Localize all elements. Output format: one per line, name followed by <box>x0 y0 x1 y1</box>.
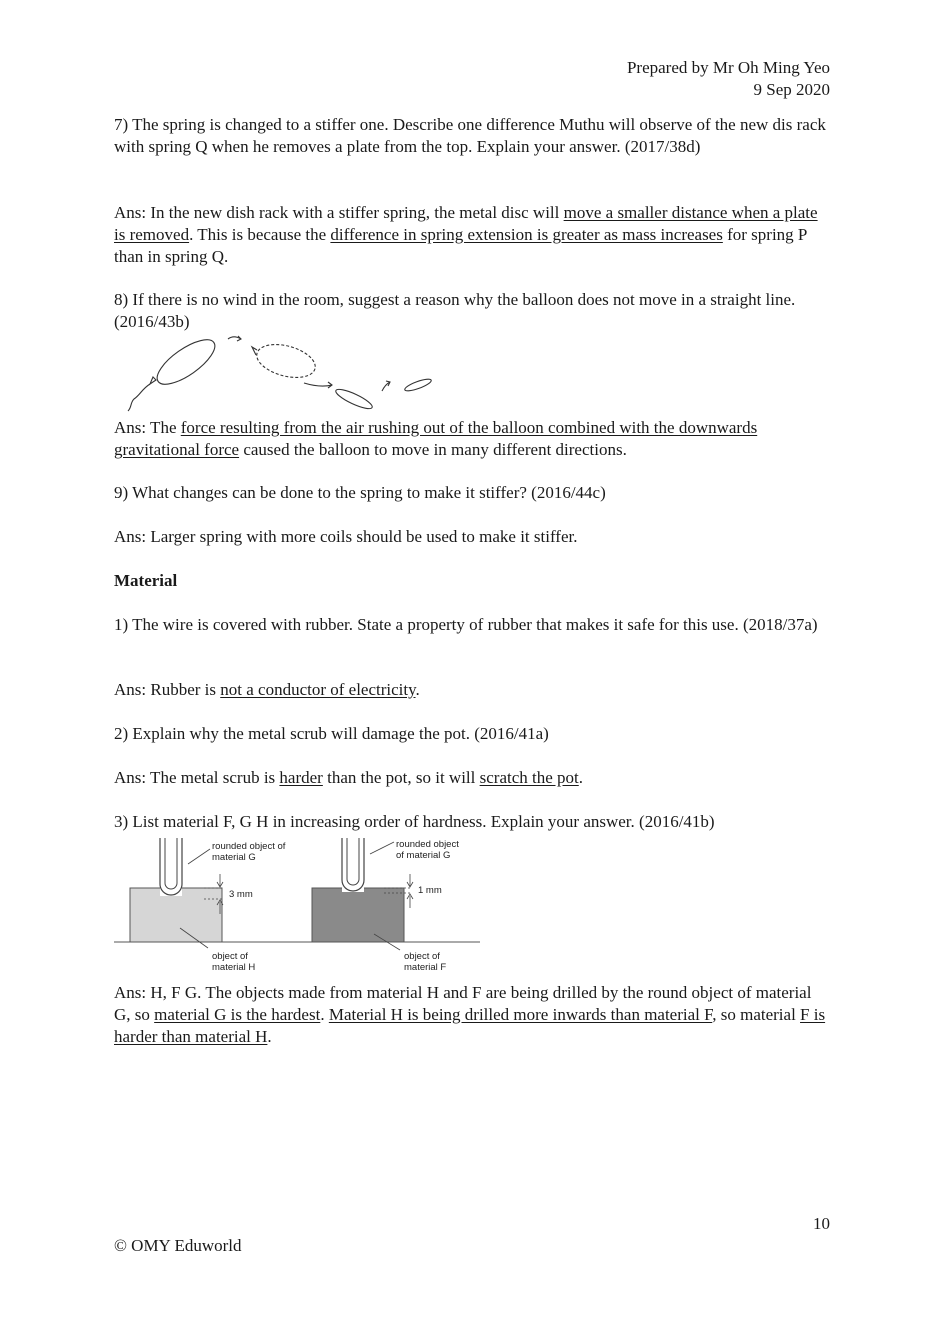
answer-text: Ans: In the new dish rack with a stiffer spring, the metal disc will <box>114 203 564 222</box>
section-title <box>114 570 830 592</box>
answer-key-point: move a smaller distance when a plate is removed <box>114 203 818 244</box>
balloon-2-knot <box>252 347 257 355</box>
figure-label: rounded object <box>396 839 459 850</box>
answer-text: Ans: H, F G. The objects made from material H and F are being drilled by the round object of material G, so <box>114 983 812 1024</box>
balloon-3 <box>334 386 374 412</box>
material-answer-3 <box>114 982 830 1048</box>
material-answer-2 <box>114 767 830 789</box>
question-8: 8) If there is no wind in the room, suggest a reason why the balloon does not move in a straight line. (2016/43b) <box>114 290 796 331</box>
balloon-1 <box>151 333 222 392</box>
material-question-1: 1) The wire is covered with rubber. State a property of rubber that makes it safe for this use. (2018/37a) <box>114 615 818 634</box>
balloon-1-string <box>128 384 150 411</box>
section-title-text: Material <box>114 571 178 590</box>
answer-key-point: material G is the hardest <box>154 1005 321 1024</box>
answer-text: Ans: Rubber is <box>114 680 221 699</box>
figure-label: material H <box>212 962 256 973</box>
figure-label: object of <box>212 951 248 962</box>
rounded-object-g-right <box>342 838 364 891</box>
answer-key-point: F is harder than material H <box>114 1005 826 1046</box>
answer-9: Ans: Larger spring with more coils should be used to make it stiffer. <box>114 527 578 546</box>
answer-8 <box>114 417 830 461</box>
prepared-by: Prepared by Mr Oh Ming Yeo <box>626 58 830 77</box>
figure-label: material G <box>212 852 256 863</box>
balloon-2 <box>253 339 319 384</box>
figure-label: object of <box>404 951 440 962</box>
question-7: 7) The spring is changed to a stiffer one. Describe one difference Muthu will observe of the new dis rack with spring Q when he removes a plate from the top. Explain your answer. (2017/38d) <box>114 115 826 156</box>
answer-text: . <box>320 1005 329 1024</box>
answer-text: than the pot, so it will <box>322 768 480 787</box>
answer-key-point: force resulting from the air rushing out of the balloon combined with the downwards gravitational force <box>114 418 758 459</box>
answer-key-point: difference in spring extension is greater as mass increases <box>330 225 723 244</box>
balloon-4 <box>404 377 433 393</box>
answer-7 <box>114 202 830 268</box>
answer-key-point: scratch the pot <box>479 768 579 787</box>
hardness-test-figure <box>112 836 482 978</box>
figure-label: rounded object of <box>212 841 286 852</box>
answer-text: Ans: The <box>114 418 181 437</box>
answer-text: . This is because the <box>189 225 331 244</box>
balloon-path-figure <box>126 333 446 415</box>
depth-label: 1 mm <box>418 885 442 896</box>
label-leader <box>370 842 394 854</box>
answer-key-point: not a conductor of electricity <box>220 680 416 699</box>
header-date: 9 Sep 2020 <box>753 80 830 99</box>
answer-text: for spring P than in spring Q. <box>114 225 807 266</box>
answer-key-point: harder <box>279 768 323 787</box>
motion-arrow <box>304 383 332 386</box>
rounded-object-g-left <box>160 838 182 895</box>
figure-label: material F <box>404 962 447 973</box>
page-number: 10 <box>813 1214 830 1233</box>
answer-text: . <box>578 768 584 787</box>
figure-label: of material G <box>396 850 451 861</box>
label-leader <box>188 849 210 864</box>
answer-text: . <box>415 680 420 699</box>
answer-text: . <box>267 1027 272 1046</box>
answer-key-point: Material H is being drilled more inwards than material F <box>328 1005 713 1024</box>
answer-text: Ans: The metal scrub is <box>114 768 280 787</box>
answer-text: , so material <box>712 1005 801 1024</box>
balloon-1-knot <box>150 377 156 384</box>
question-9: 9) What changes can be done to the spring to make it stiffer? (2016/44c) <box>114 483 606 502</box>
page-header <box>627 57 830 101</box>
depth-label: 3 mm <box>229 889 253 900</box>
answer-text: caused the balloon to move in many different directions. <box>239 440 627 459</box>
material-question-3: 3) List material F, G H in increasing order of hardness. Explain your answer. (2016/41b) <box>114 812 715 831</box>
material-question-2: 2) Explain why the metal scrub will damage the pot. (2016/41a) <box>114 724 549 743</box>
material-answer-1 <box>114 679 830 701</box>
copyright-footer: © OMY Eduworld <box>114 1236 242 1255</box>
material-h-block <box>130 888 222 942</box>
material-f-block <box>312 888 404 942</box>
